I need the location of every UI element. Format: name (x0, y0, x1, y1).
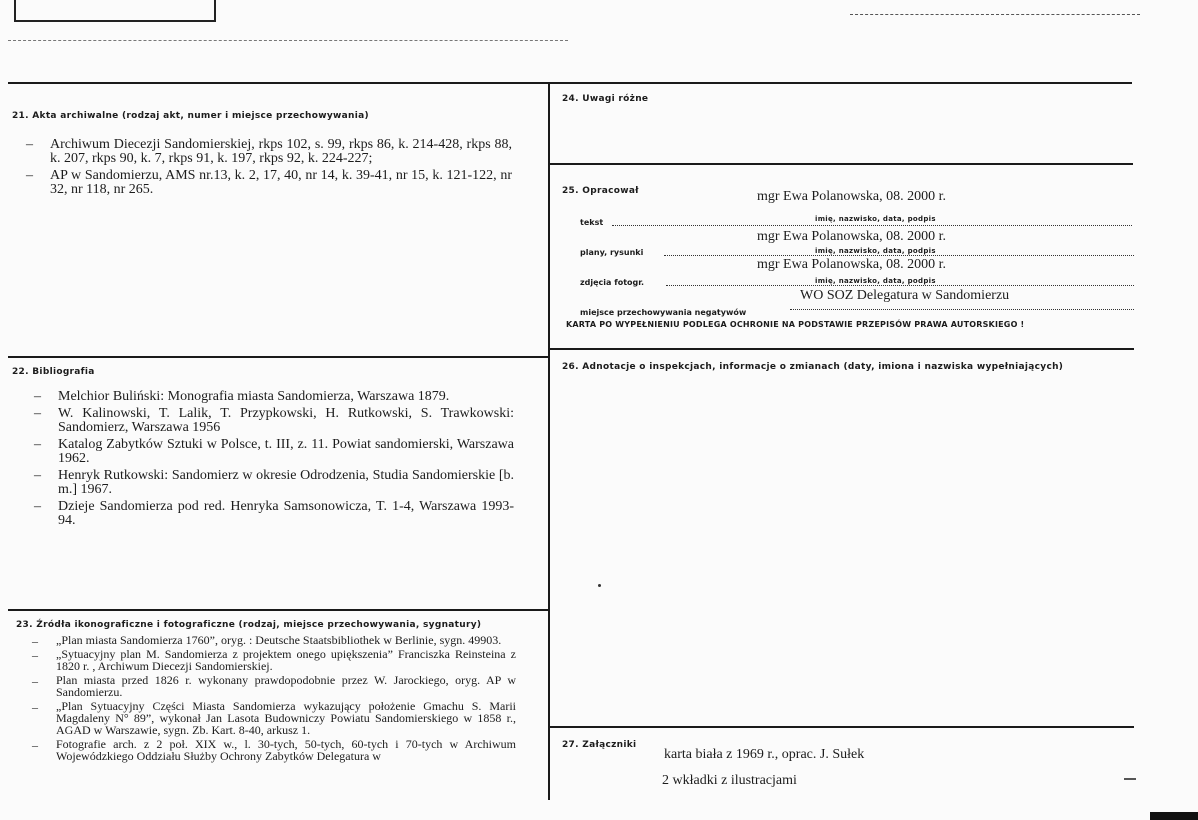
list-item: – Henryk Rutkowski: Sandomierz w okresie Odrodzenia, Studia Sandomierskie [b. m.] 1967. (34, 469, 514, 497)
field-dots (666, 285, 1134, 286)
section-25-label: 25. Opracował (562, 186, 639, 196)
rule-left-low (8, 609, 550, 611)
field-hint: imię, nazwisko, data, podpis (815, 215, 936, 223)
section-21-label: 21. Akta archiwalne (rodzaj akt, numer i miejsce przechowywania) (12, 111, 369, 121)
rule-right-mid (548, 348, 1134, 350)
section-27-label: 27. Załączniki (562, 740, 637, 750)
field-value-zdjecia: mgr Ewa Polanowska, 08. 2000 r. (757, 257, 946, 272)
list-item: – Fotografie arch. z 2 poł. XIX w., l. 30-tych, 50-tych, 60-tych i 70-tych w Archiwum Wojewódzkiego Oddziału Służby Ochrony Zabytków Delegatura w (32, 738, 516, 762)
field-hint: imię, nazwisko, data, podpis (815, 247, 936, 255)
scan-speck (1124, 778, 1136, 780)
scan-artifact-line (8, 40, 568, 41)
section-22-label: 22. Bibliografia (12, 367, 95, 377)
field-dots (612, 225, 1132, 226)
field-dots (790, 309, 1134, 310)
rule-right-low (548, 726, 1134, 728)
field-label-negatywy: miejsce przechowywania negatywów (580, 308, 747, 317)
list-item: – Archiwum Diecezji Sandomierskiej, rkps 102, s. 99, rkps 86, k. 214-428, rkps 88, k. 207, rkps 90, k. 7, rkps 91, k. 197, rkps 92, k. 224-227; (26, 138, 512, 166)
list-item: – Katalog Zabytków Sztuki w Polsce, t. III, z. 11. Powiat sandomierski, Warszawa 1962. (34, 438, 514, 466)
rule-center (548, 82, 550, 800)
scan-speck (598, 584, 601, 587)
rule-top (8, 82, 1132, 84)
list-item: – Melchior Buliński: Monografia miasta Sandomierza, Warszawa 1879. (34, 390, 514, 404)
scan-artifact-box (14, 0, 216, 22)
attachment-item: karta biała z 1969 r., oprac. J. Sułek (664, 747, 865, 762)
field-dots (664, 255, 1134, 256)
list-item: – W. Kalinowski, T. Lalik, T. Przypkowski, H. Rutkowski, S. Trawkowski: Sandomierz, Warszawa 1956 (34, 407, 514, 435)
field-label-tekst: tekst (580, 218, 604, 227)
scan-artifact-line-right (850, 14, 1140, 15)
section-23-list (32, 634, 516, 764)
section-21-list (26, 138, 512, 200)
section-24-label: 24. Uwagi różne (562, 94, 649, 104)
list-item: – AP w Sandomierzu, AMS nr.13, k. 2, 17, 40, nr 14, k. 39-41, nr 15, k. 121-122, nr 32, nr 118, nr 265. (26, 169, 512, 197)
attachment-item: 2 wkładki z ilustracjami (662, 773, 797, 788)
field-label-plany: plany, rysunki (580, 248, 644, 257)
scan-edge (1150, 812, 1198, 820)
field-hint: imię, nazwisko, data, podpis (815, 277, 936, 285)
list-item: – „Sytuacyjny plan M. Sandomierza z projektem onego upiększenia” Franciszka Reinsteina z 1820 r. , Archiwum Diecezji Sandomierskiej. (32, 648, 516, 672)
rule-left-mid (8, 356, 550, 358)
field-value-negatywy: WO SOZ Delegatura w Sandomierzu (800, 288, 1010, 303)
list-item: – „Plan miasta Sandomierza 1760”, oryg. : Deutsche Staatsbibliothek w Berlinie, sygn. 49903. (32, 634, 516, 646)
section-26-label: 26. Adnotacje o inspekcjach, informacje o zmianach (daty, imiona i nazwiska wypełniających) (562, 362, 1064, 372)
rule-24-bottom (548, 163, 1133, 165)
section-22-list (34, 390, 514, 531)
list-item: – „Plan Sytuacyjny Części Miasta Sandomierza wykazujący położenie Gmachu S. Marii Magdaleny N° 89”, wykonał Jan Lasota Budowniczy Powiatu Sandomierskiego w 1858 r., AGAD w Warszawie, sygn. Zb. Kart. 8-40, arkusz 1. (32, 700, 516, 736)
list-item: – Dzieje Sandomierza pod red. Henryka Samsonowicza, T. 1-4, Warszawa 1993-94. (34, 500, 514, 528)
section-23-label: 23. Źródła ikonograficzne i fotograficzne (rodzaj, miejsce przechowywania, sygnatury) (16, 620, 482, 630)
field-value-tekst: mgr Ewa Polanowska, 08. 2000 r. (757, 189, 946, 204)
copyright-notice: KARTA PO WYPEŁNIENIU PODLEGA OCHRONIE NA PODSTAWIE PRZEPISÓW PRAWA AUTORSKIEGO ! (566, 320, 1025, 329)
field-value-plany: mgr Ewa Polanowska, 08. 2000 r. (757, 229, 946, 244)
list-item: – Plan miasta przed 1826 r. wykonany prawdopodobnie przez W. Jarockiego, oryg. AP w Sandomierzu. (32, 674, 516, 698)
field-label-zdjecia: zdjęcia fotogr. (580, 278, 645, 287)
